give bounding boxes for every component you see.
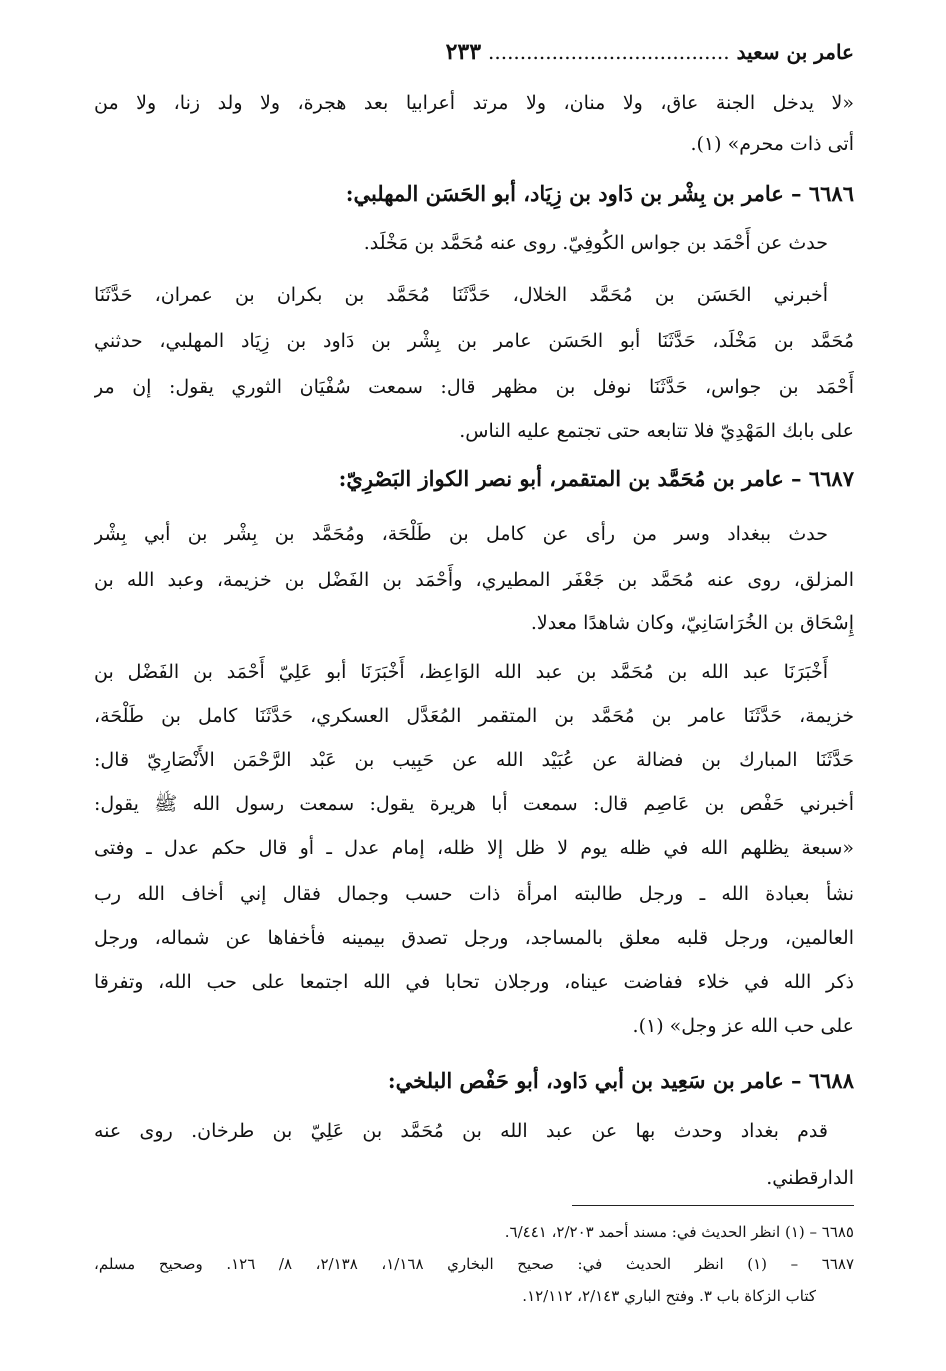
entry-heading-6686: ٦٦٨٦ – عامر بن بِشْر بن دَاود بن زِيَاد، أبو الحَسَن المهلبي:	[345, 181, 854, 206]
text-line: أخبرني الحَسَن بن مُحَمَّد الخلال، حَدَّثَنَا مُحَمَّد بن بكران بن عمران، حَدَّثَنَا	[94, 284, 828, 306]
page-number: ٢٣٣	[445, 39, 482, 65]
text-line: مُحَمَّد بن مَخْلَد، حَدَّثَنَا أبو الحَسَن عامر بن بِشْر بن دَاود بن زِيَاد المهلبي، حدثني	[94, 330, 854, 352]
text-line: أَخْبَرَنَا عبد الله بن مُحَمَّد بن عبد الله الوَاعِظ، أَخْبَرَنَا أبو عَلِيّ أَحْمَد بن الفَضْل بن	[94, 661, 828, 683]
text-line: أخبرني حَفْص بن عَاصِم قال: سمعت أبا هريرة يقول: سمعت رسول الله ﷺ يقول:	[94, 793, 854, 815]
entry-heading-6688: ٦٦٨٨ – عامر بن سَعِيد بن أبي دَاود، أبو حَفْص البلخي:	[387, 1068, 854, 1093]
text-line: «لا يدخل الجنة عاق، ولا منان، ولا مرتد أعرابيا بعد هجرة، ولا ولد زنا، ولا من	[94, 92, 854, 114]
text-line: حدث عن أَحْمَد بن جواس الكُوفِيّ. روى عنه مُحَمَّد بن مَخْلَد.	[363, 232, 828, 254]
footnote-separator	[572, 1205, 854, 1206]
text-line: على حب الله عز وجل» (١).	[632, 1015, 854, 1037]
text-line: خزيمة، حَدَّثَنَا عامر بن مُحَمَّد بن المتقمر المُعَدَّل العسكري، حَدَّثَنَا كامل بن طَلْحَة،	[94, 705, 854, 727]
text-line: الدارقطني.	[766, 1167, 854, 1189]
text-line: حَدَّثَنَا المبارك بن فضالة عن عُبَيْد الله عن حَبِيب بن عَبْد الرَّحْمَن الأَنْصَارِيّ قال:	[94, 749, 854, 771]
running-head: عامر بن سعيد	[736, 40, 854, 64]
footnote-line: ٦٦٨٥ – (١) انظر الحديث في: مسند أحمد ٢/٢٠٣، ٦/٤٤١.	[504, 1223, 854, 1241]
text-line: «سبعة يظلهم الله في ظله يوم لا ظل إلا ظله، إمام عدل ـ أو قال حكم عدل ـ وفتى	[94, 837, 854, 859]
text-line: إِسْحَاق بن الخُرَاسَانِيّ، وكان شاهدًا معدلا.	[530, 612, 854, 634]
text-line: حدث ببغداد وسر من رأى عن كامل بن طَلْحَة، ومُحَمَّد بن بِشْر بن أبي بِشْر	[94, 523, 828, 545]
text-line: على بابك المَهْدِيّ فلا تتابعه حتى تجتمع عليه الناس.	[459, 420, 854, 442]
header-leader-dots: ......................................	[488, 40, 730, 64]
entry-heading-6687: ٦٦٨٧ – عامر بن مُحَمَّد بن المتقمر، أبو نصر الكواز البَصْرِيّ:	[338, 466, 854, 491]
text-line: أتى ذات محرم» (١).	[690, 133, 854, 155]
text-line: أَحْمَد بن جواس، حَدَّثَنَا نوفل بن مظهر قال: سمعت سُفْيَان الثوري يقول: إن مر	[94, 376, 854, 398]
footnote-line: كتاب الزكاة باب ٣. وفتح الباري ٢/١٤٣، ١٢/١١٢.	[522, 1287, 816, 1305]
text-line: ذكر الله في خلاء ففاضت عيناه، ورجلان تحابا في الله اجتمعا على حب الله، وتفرقا	[94, 971, 854, 993]
text-line: نشأ بعبادة الله ـ ورجل طالبته امرأة ذات حسب وجمال فقال إني أخاف الله رب	[94, 883, 854, 905]
text-line: قدم بغداد وحدث بها عن عبد الله بن مُحَمَّد بن عَلِيّ بن طرخان. روى عنه	[94, 1120, 828, 1142]
page-header	[94, 34, 854, 70]
footnote-line: ٦٦٨٧ – (١) انظر الحديث في: صحيح البخاري ١/١٦٨، ٢/١٣٨، ٨/ ١٢٦. وصحيح مسلم،	[94, 1255, 854, 1273]
text-line: العالمين، ورجل قلبه معلق بالمساجد، ورجل تصدق بيمينه فأخفاها عن شماله، ورجل	[94, 927, 854, 949]
text-line: المزلق، روى عنه مُحَمَّد بن جَعْفَر المطيري، وأَحْمَد بن الفَضْل بن خزيمة، وعبد الله بن	[94, 569, 854, 591]
